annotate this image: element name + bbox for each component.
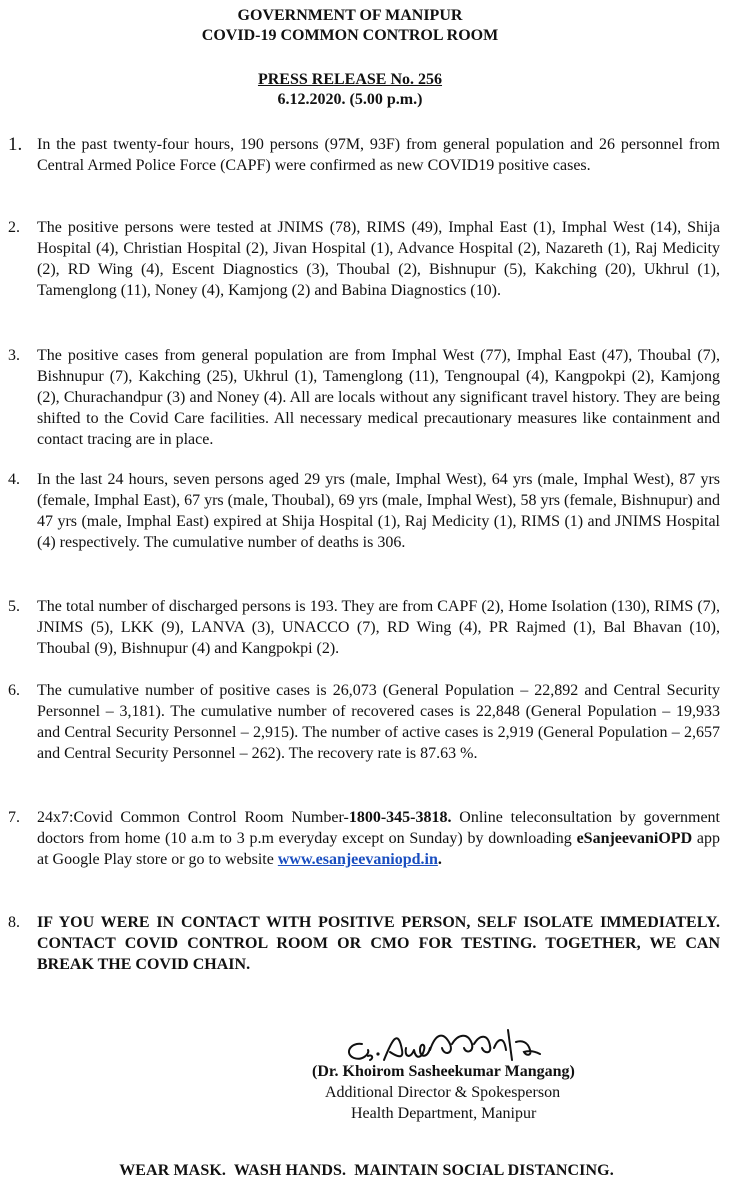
header-control-room: COVID-19 COMMON CONTROL ROOM (201, 27, 499, 44)
teleconsultation-text: Online teleconsultation by government doctors from home (10 a.m to 3 p.m everyday except on Sunday) by downloading (37, 809, 720, 847)
item-text: In the last 24 hours, seven persons aged 29 yrs (male, Imphal West), 64 yrs (male, Imphal West), 87 yrs (female, Imphal East), 67 yrs (male, Thoubal), 69 yrs (male, Imphal West), 58 yrs (female, Bishnupur) and 47 yrs (male, Imphal East) expired at Shija Hospital (1), Raj Medicity (1), RIMS (1) and JNIMS Hospital (4) respectively. The cumulative number of deaths is 306. (37, 471, 720, 551)
item-text (37, 807, 720, 870)
item-text: In the past twenty-four hours, 190 persons (97M, 93F) from general population and 26 personnel from Central Armed Police Force (CAPF) were confirmed as new COVID19 positive cases. (37, 136, 720, 174)
helpline-label: 24x7:Covid Common Control Room Number- (37, 809, 349, 826)
item-number: 2. (8, 219, 20, 236)
item-text: The total number of discharged persons is 193. They are from CAPF (2), Home Isolation (130), RIMS (7), JNIMS (5), LKK (9), LANVA (3), UNACCO (7), RD Wing (4), PR Rajmed (1), Bal Bhavan (10), Thoubal (9), Bishnupur (4) and Kangpokpi (2). (37, 598, 720, 657)
press-release-date: 6.12.2020. (5.00 p.m.) (277, 91, 423, 108)
header-government: GOVERNMENT OF MANIPUR (237, 7, 463, 24)
footer-slogan: WEAR MASK. WASH HANDS. MAINTAIN SOCIAL DISTANCING. (119, 1162, 614, 1179)
item-number: 6. (8, 682, 20, 699)
link-period: . (437, 851, 442, 868)
item-text: The cumulative number of positive cases is 26,073 (General Population – 22,892 and Central Security Personnel – 3,181). The cumulative number of recovered cases is 22,848 (General Population – 19,933 and Central Security Personnel – 2,915). The number of active cases is 2,919 (General Population – 2,657 and Central Security Personnel – 262). The recovery rate is 87.63 %. (37, 682, 720, 762)
signatory-designation: Additional Director & Spokesperson (325, 1084, 561, 1101)
signatory-department: Health Department, Manipur (351, 1105, 537, 1122)
item-number: 1. (8, 134, 23, 155)
item-number: 4. (8, 471, 20, 488)
item-number: 8. (8, 914, 20, 931)
signature-image (340, 1020, 560, 1068)
item-text: The positive persons were tested at JNIMS (78), RIMS (49), Imphal East (1), Imphal West (14), Shija Hospital (4), Christian Hospital (2), Jivan Hospital (1), Advance Hospital (2), Nazareth (1), Raj Medicity (2), RD Wing (4), Escent Diagnostics (3), Thoubal (2), Bishnupur (5), Kakching (20), Ukhrul (1), Tamenglong (11), Noney (4), Kamjong (2) and Babina Diagnostics (10). (37, 219, 720, 299)
item-text: The positive cases from general population are from Imphal West (77), Imphal East (47), Thoubal (7), Bishnupur (7), Kakching (25), Ukhrul (1), Tamenglong (11), Tengnoupal (4), Kangpokpi (2), Kamjong (2), Churachandpur (3) and Noney (4). All are locals without any significant travel history. They are being shifted to the Covid Care facilities. All necessary medical precautionary measures like containment and contact tracing are in place. (37, 347, 720, 448)
item-text: IF YOU WERE IN CONTACT WITH POSITIVE PERSON, SELF ISOLATE IMMEDIATELY. CONTACT COVID CONTROL ROOM OR CMO FOR TESTING. TOGETHER, WE CAN BREAK THE COVID CHAIN. (37, 914, 720, 973)
app-name: eSanjeevaniOPD (576, 830, 693, 847)
item-number: 7. (8, 809, 20, 826)
item-number: 5. (8, 598, 20, 615)
press-release-title: PRESS RELEASE No. 256 (257, 71, 443, 88)
store-text: app at Google Play store or go to website (37, 830, 720, 868)
helpline-number: 1800-345-3818. (348, 809, 452, 826)
signatory-name: (Dr. Khoirom Sasheekumar Mangang) (312, 1063, 575, 1080)
item-number: 3. (8, 347, 20, 364)
website-link[interactable]: www.esanjeevaniopd.in (277, 851, 438, 868)
